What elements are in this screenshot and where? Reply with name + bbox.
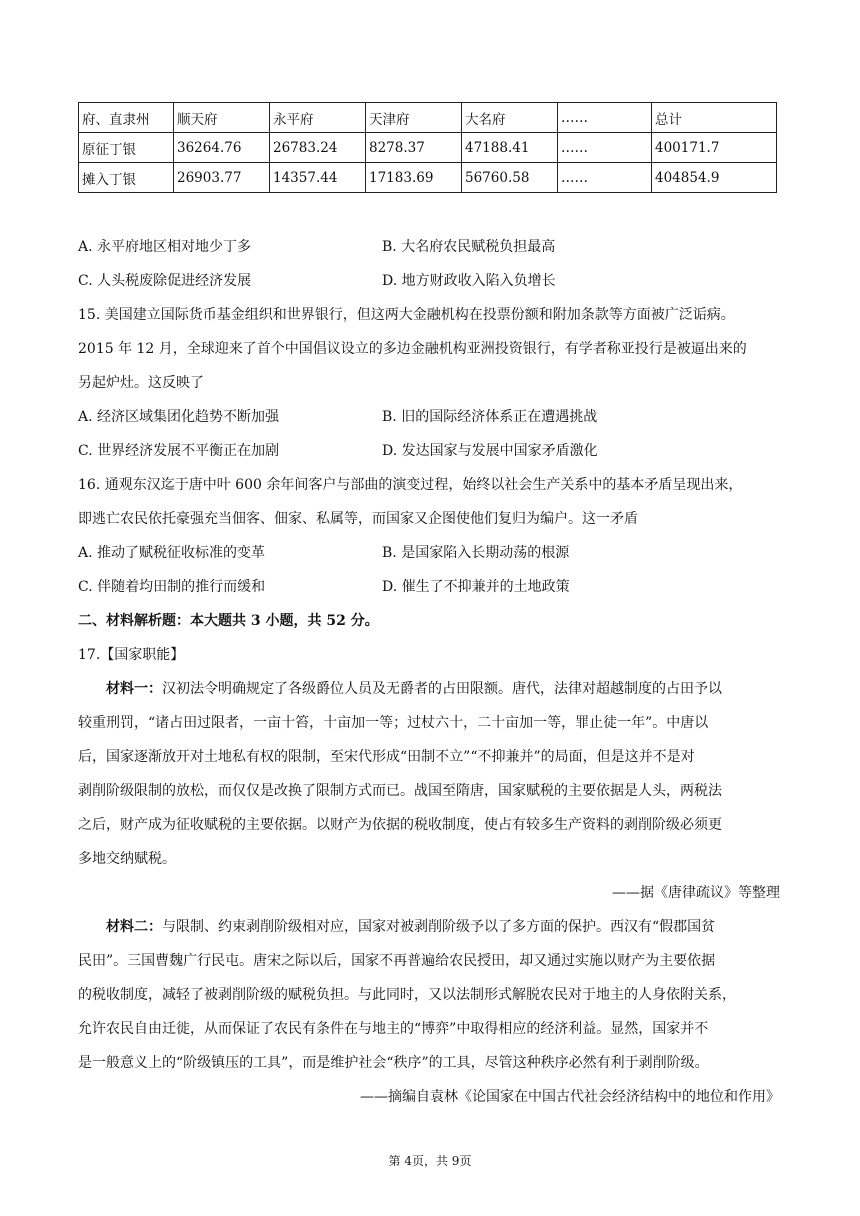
q15-option-c: C. 世界经济发展不平衡正在加剧 xyxy=(78,443,280,459)
table-cell: 56760.58 xyxy=(462,163,558,193)
material1-label: 材料一： xyxy=(106,681,162,697)
material1-line5: 之后，财产成为征收赋税的主要依据。以财产为依据的税收制度，使占有较多生产资料的剥削阶级必须更 xyxy=(78,817,722,833)
material1-text: 汉初法令明确规定了各级爵位人员及无爵者的占田限额。唐代，法律对超越制度的占田予以 xyxy=(162,681,722,697)
table-cell: 26903.77 xyxy=(174,163,270,193)
table-row xyxy=(79,163,777,193)
q15-option-b: B. 旧的国际经济体系正在遭遇挑战 xyxy=(382,409,598,425)
material1-line4: 剥削阶级限制的放松，而仅仅是改换了限制方式而已。战国至隋唐，国家赋税的主要依据是人头，两税法 xyxy=(78,783,722,799)
table-cell: 原征丁银 xyxy=(79,133,174,163)
table-row xyxy=(79,103,777,133)
table-cell: 顺天府 xyxy=(174,103,270,133)
q16-option-c: C. 伴随着均田制的推行而缓和 xyxy=(78,579,266,595)
page-footer: 第 4页，共 9页 xyxy=(388,1154,472,1168)
material2-label: 材料二： xyxy=(106,919,162,935)
table-cell: 400171.7 xyxy=(652,133,777,163)
material1-line6: 多地交纳赋税。 xyxy=(78,851,176,867)
table-cell: 8278.37 xyxy=(366,133,462,163)
material1-source: ——据《唐律疏议》等整理 xyxy=(612,885,780,901)
q16-option-b: B. 是国家陷入长期动荡的根源 xyxy=(382,545,570,561)
table-cell: 26783.24 xyxy=(270,133,366,163)
table-cell: 404854.9 xyxy=(652,163,777,193)
table-cell: 天津府 xyxy=(366,103,462,133)
q14-option-c: C. 人头税废除促进经济发展 xyxy=(78,273,252,289)
table-cell: 永平府 xyxy=(270,103,366,133)
table-cell: 36264.76 xyxy=(174,133,270,163)
section-heading: 二、材料解析题：本大题共 3 小题，共 52 分。 xyxy=(78,613,379,629)
table-cell: …… xyxy=(558,133,652,163)
q15-stem-line1: 15. 美国建立国际货币基金组织和世界银行，但这两大金融机构在投票份额和附加条款等方面被广泛诟病。 xyxy=(78,307,735,323)
q16-stem-line2: 即逃亡农民依托豪强充当佃客、佃家、私属等，而国家又企图使他们复归为编户。这一矛盾 xyxy=(78,511,638,527)
table-cell: …… xyxy=(558,103,652,133)
q16-option-d: D. 催生了不抑兼并的土地政策 xyxy=(382,579,570,595)
q14-option-b: B. 大名府农民赋税负担最高 xyxy=(382,239,556,255)
tax-table xyxy=(78,102,777,193)
table-cell: 摊入丁银 xyxy=(79,163,174,193)
q14-option-a: A. 永平府地区相对地少丁多 xyxy=(78,239,252,255)
material2-line5: 是一般意义上的“阶级镇压的工具”，而是维护社会“秩序”的工具，尽管这种秩序必然有利于剥削阶级。 xyxy=(78,1055,709,1071)
q16-stem-line1: 16. 通观东汉迄于唐中叶 600 余年间客户与部曲的演变过程，始终以社会生产关系中的基本矛盾呈现出来， xyxy=(78,477,743,493)
material2-line1 xyxy=(106,918,715,936)
table-cell: 大名府 xyxy=(462,103,558,133)
table-cell: 14357.44 xyxy=(270,163,366,193)
q15-stem-line3: 另起炉灶。这反映了 xyxy=(78,375,204,391)
material2-text: 与限制、约束剥削阶级相对应，国家对被剥削阶级予以了多方面的保护。西汉有“假郡国贫 xyxy=(162,919,716,935)
q17-title: 17.【国家职能】 xyxy=(78,647,185,663)
q15-option-d: D. 发达国家与发展中国家矛盾激化 xyxy=(382,443,598,459)
material2-line3: 的税收制度，减轻了被剥削阶级的赋税负担。与此同时，又以法制形式解脱农民对于地主的人身依附关系， xyxy=(78,987,736,1003)
material1-line1 xyxy=(106,680,722,698)
table-cell: 总计 xyxy=(652,103,777,133)
q15-option-a: A. 经济区域集团化趋势不断加强 xyxy=(78,409,280,425)
material2-line2: 民田”。三国曹魏广行民屯。唐宋之际以后，国家不再普遍给农民授田，却又通过实施以财产为主要依据 xyxy=(78,953,716,969)
material1-line3: 后，国家逐渐放开对土地私有权的限制，至宋代形成“田制不立”“不抑兼并”的局面，但是这并不是对 xyxy=(78,749,695,765)
q14-option-d: D. 地方财政收入陷入负增长 xyxy=(382,273,556,289)
material1-line2: 较重刑罚，“诸占田过限者，一亩十笞，十亩加一等；过杖六十，二十亩加一等，罪止徒一年”。中唐以 xyxy=(78,715,709,731)
q15-stem-line2: 2015 年 12 月，全球迎来了首个中国倡议设立的多边金融机构亚洲投资银行，有学者称亚投行是被逼出来的 xyxy=(78,341,747,357)
table-cell: 府、直隶州 xyxy=(79,103,174,133)
table-row xyxy=(79,133,777,163)
material2-line4: 允许农民自由迁徙，从而保证了农民有条件在与地主的“博弈”中取得相应的经济利益。显然，国家并不 xyxy=(78,1021,709,1037)
material2-source: ——摘编自袁林《论国家在中国古代社会经济结构中的地位和作用》 xyxy=(360,1089,780,1105)
table-cell: 17183.69 xyxy=(366,163,462,193)
table-cell: 47188.41 xyxy=(462,133,558,163)
table-cell: …… xyxy=(558,163,652,193)
q16-option-a: A. 推动了赋税征收标准的变革 xyxy=(78,545,266,561)
